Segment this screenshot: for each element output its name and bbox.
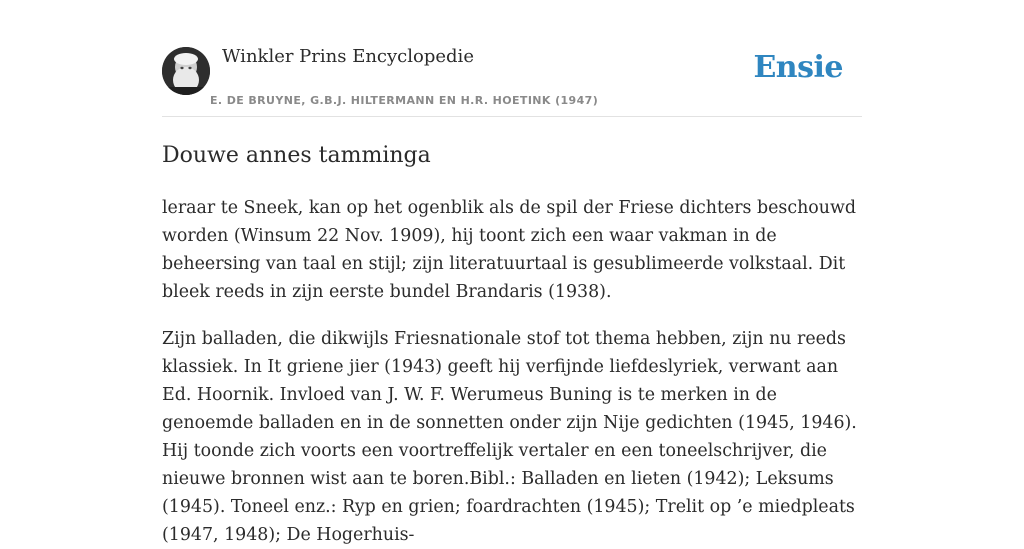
source-avatar[interactable]: [162, 47, 210, 95]
ensie-logo[interactable]: Ensie: [753, 50, 843, 85]
source-title[interactable]: Winkler Prins Encyclopedie: [222, 46, 474, 67]
article-paragraph-2: Zijn balladen, die dikwijls Friesnationale stof tot thema hebben, zijn nu reeds klassiek. In It griene jier (1943) geeft hij verfijnde liefdeslyriek, verwant aan Ed. Hoornik. Invloed van J. W. F. Werumeus Buning is te merken in de genoemde balladen en in de sonnetten onder zijn Nije gedichten (1945, 1946). Hij toonde zich voorts een voortreffelijk vertaler en een toneelschrijver, die nieuwe bronnen wist aan te boren.Bibl.: Balladen en lieten (1942); Leksums (1945). Toneel enz.: Ryp en grien; foardrachten (1945); Trelit op ’e miedpleats (1947, 1948); De Hogerhuis-: [162, 329, 857, 545]
source-authors: E. DE BRUYNE, G.B.J. HILTERMANN EN H.R. HOETINK (1947): [210, 94, 599, 107]
bearded-man-portrait-icon: [162, 47, 210, 95]
page: [162, 0, 862, 549]
article-paragraph-1: leraar te Sneek, kan op het ogenblik als de spil der Friese dichters beschouwd worden (Winsum 22 Nov. 1909), hij toont zich een waar vakman in de beheersing van taal en stijl; zijn literatuurtaal is gesublimeerde volkstaal. Dit bleek reeds in zijn eerste bundel Brandaris (1938).: [162, 198, 856, 302]
article-title: Douwe annes tamminga: [162, 143, 431, 168]
header: [162, 0, 862, 117]
